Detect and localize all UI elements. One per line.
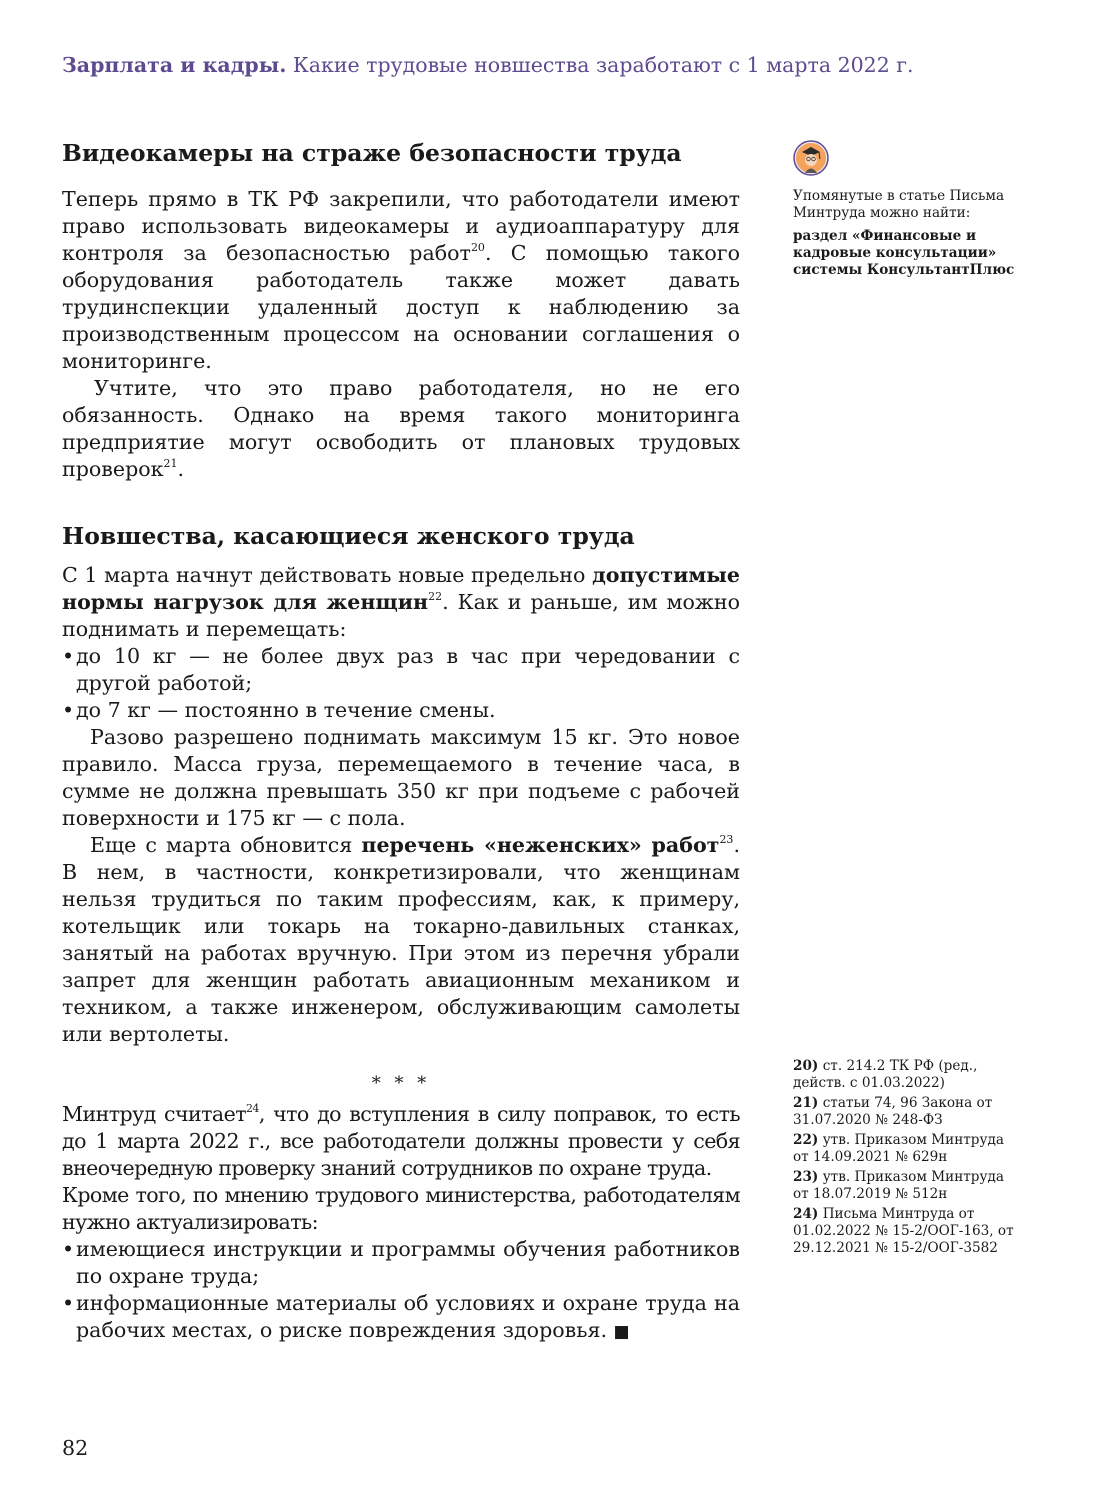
- paragraph: Теперь прямо в ТК РФ закрепили, что работодатели имеют право использовать видеокамеры и аудиоаппаратуру для контроля за безопасностью работ$^{20}$. С помощью такого оборудования работодатель также может давать трудинспекции удаленный доступ к наблюдению за производственным процессом на основании соглашения о мониторинге.: [62, 187, 740, 373]
- section-heading-women: Новшества, касающиеся женского труда: [62, 522, 635, 550]
- header-rubric: Зарплата и кадры.: [62, 53, 287, 77]
- bullet-list: [62, 643, 740, 724]
- footnotes: [793, 1058, 1023, 1260]
- emphasis: перечень «неженских» работ: [361, 833, 720, 857]
- footnote-ref[interactable]: 22: [428, 590, 443, 604]
- paragraph: Кроме того, по мнению трудового министерства, работодателям нужно актуализировать:: [62, 1183, 740, 1234]
- footnote-ref[interactable]: 21: [163, 457, 178, 471]
- paragraph: Минтруд считает$^{24}$, что до вступления в силу поправок, то есть до 1 марта 2022 г., все работодатели должны провести у себя внеочередную проверку знаний сотрудников по охране труда.: [62, 1102, 741, 1180]
- running-header: [62, 53, 1062, 77]
- list-item: • до 7 кг — постоянно в течение смены.: [62, 697, 740, 724]
- footnote-item: 23) утв. Приказом Минтруда от 18.07.2019 № 512н: [793, 1169, 1004, 1202]
- list-item: • информационные материалы об условиях и охране труда на рабочих местах, о риске повреждения здоровья. ■: [62, 1290, 740, 1346]
- footnote-item: 21) статьи 74, 96 Закона от 31.07.2020 № 248-ФЗ: [793, 1095, 993, 1128]
- end-mark-icon: ■: [613, 1322, 630, 1342]
- footnote-item: 20) ст. 214.2 ТК РФ (ред., действ. с 01.03.2022): [793, 1058, 978, 1091]
- paragraph: Разово разрешено поднимать максимум 15 кг. Это новое правило. Масса груза, перемещаемого в течение часа, в сумме не должна превышать 350 кг при подъеме с рабочей поверхности и 175 кг — с пола.: [62, 725, 740, 830]
- list-item: • до 10 кг — не более двух раз в час при чередовании с другой работой;: [62, 643, 740, 697]
- sidebar-note: [793, 188, 1023, 279]
- section-heading-video: Видеокамеры на страже безопасности труда: [62, 139, 682, 167]
- section-divider: * * *: [371, 1073, 431, 1094]
- paragraph: С 1 марта начнут действовать новые предельно допустимые нормы нагрузок для женщин$^{22}$. Как и раньше, им можно поднимать и перемещать:: [62, 563, 740, 641]
- sidebar-note-text: Упомянутые в статье Письма Минтруда можно найти:: [793, 188, 1005, 221]
- sidebar-note-source: раздел «Финансовые и кадровые консультации» системы КонсультантПлюс: [793, 228, 1015, 278]
- header-title: Какие трудовые новшества заработают с 1 марта 2022 г.: [292, 53, 914, 77]
- page-number: 82: [62, 1436, 89, 1460]
- main-column: [62, 138, 740, 1346]
- expert-avatar-icon: [793, 140, 829, 176]
- footnote-item: 22) утв. Приказом Минтруда от 14.09.2021 № 629н: [793, 1132, 1004, 1165]
- paragraph: Еще с марта обновится перечень «неженских» работ$^{23}$. В нем, в частности, конкретизировали, что женщинам нельзя трудиться по таким профессиям, как, к примеру, котельщик или токарь на токарно-давильных станках, занятый на работах вручную. При этом из перечня убрали запрет для женщин работать авиационным механиком и техником, а также инженером, обслуживающим самолеты или вертолеты.: [62, 833, 740, 1046]
- paragraph: Учтите, что это право работодателя, но не его обязанность. Однако на время такого мониторинга предприятие могут освободить от плановых трудовых проверок$^{21}$.: [62, 376, 740, 481]
- footnote-ref[interactable]: 20: [470, 241, 485, 255]
- emphasis: допустимые нормы нагрузок для женщин: [62, 563, 740, 614]
- list-item: • имеющиеся инструкции и программы обучения работников по охране труда;: [62, 1236, 740, 1290]
- bullet-list: [62, 1236, 740, 1346]
- footnote-ref[interactable]: 24: [246, 1102, 259, 1116]
- footnote-ref[interactable]: 23: [719, 833, 734, 847]
- footnote-item: 24) Письма Минтруда от 01.02.2022 № 15-2/ООГ-163, от 29.12.2021 № 15-2/ООГ-3582: [793, 1206, 1014, 1256]
